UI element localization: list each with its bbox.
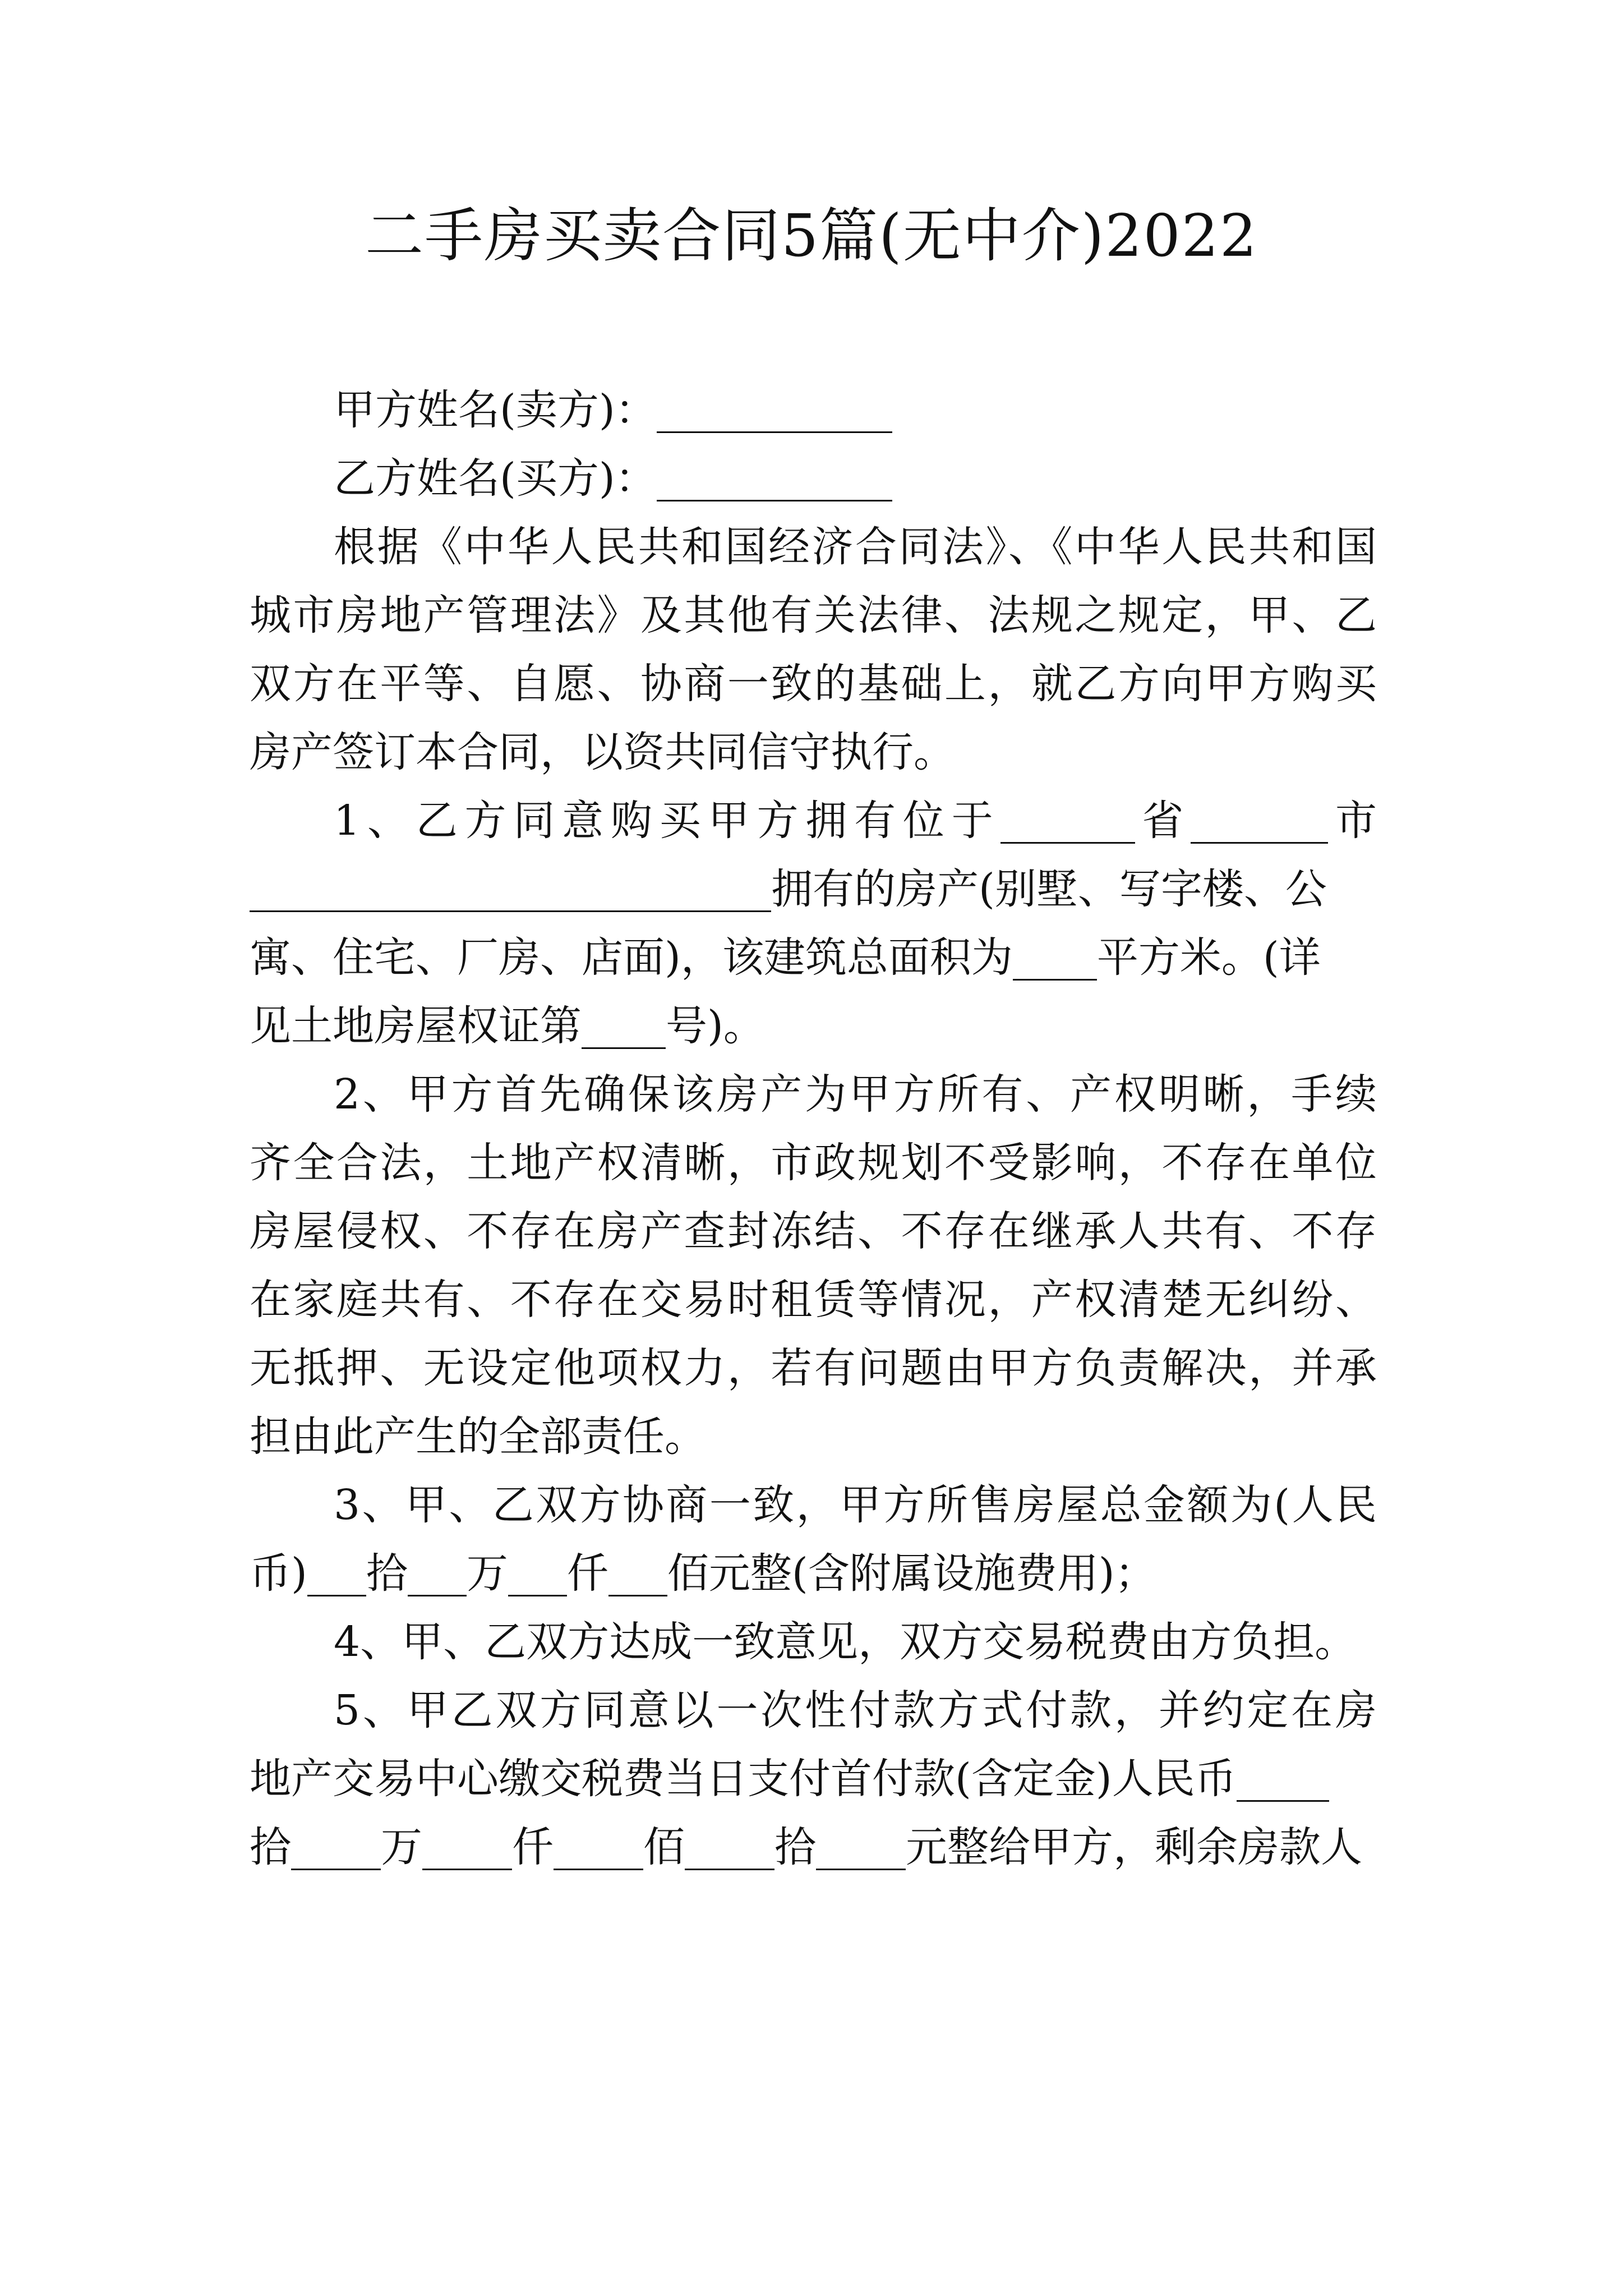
clause1-line	[250, 992, 1377, 1060]
price-blank	[307, 1550, 366, 1596]
clause5-text: 仟	[512, 1823, 554, 1871]
party-b-label: 乙方姓名(买方)：	[334, 454, 657, 503]
payment-blank	[554, 1824, 643, 1870]
clause3-text: 拾	[366, 1549, 408, 1598]
clause2-line: 在家庭共有、不存在交易时租赁等情况，产权清楚无纠纷、	[250, 1276, 1377, 1324]
clause5-text: 佰	[643, 1823, 685, 1871]
price-blank	[608, 1550, 667, 1596]
payment-blank	[291, 1824, 381, 1870]
clause1-text: 寓、住宅、厂房、店面)，该建筑总面积为	[250, 933, 1013, 982]
clause3-text: 币)	[250, 1549, 307, 1598]
payment-blank	[685, 1824, 774, 1870]
preamble-line: 双方在平等、自愿、协商一致的基础上，就乙方向甲方购买	[250, 660, 1377, 708]
clause5-text: 元整给甲方，剩余房款人	[906, 1823, 1362, 1871]
clause2-line: 2、甲方首先确保该房产为甲方所有、产权明晰，手续	[334, 1070, 1377, 1119]
clause5-text: 拾	[250, 1823, 291, 1871]
certificate-number-blank	[582, 1002, 666, 1049]
clause5-line: 5、甲乙双方同意以一次性付款方式付款，并约定在房	[334, 1686, 1377, 1734]
payment-blank	[1237, 1755, 1329, 1802]
clause1-text: 平方米。(详	[1096, 933, 1321, 982]
clause3-text: 万	[466, 1549, 508, 1598]
clause3-line	[250, 1539, 1377, 1608]
clause1-line	[250, 923, 1377, 992]
province-blank	[1000, 797, 1135, 844]
clause1-text: 拥有的房产(别墅、写字楼、公	[771, 865, 1327, 913]
payment-blank	[422, 1824, 512, 1870]
payment-blank	[816, 1824, 906, 1870]
clause5-text: 地产交易中心缴交税费当日支付首付款(含定金)人民币	[250, 1755, 1237, 1803]
price-blank	[408, 1550, 467, 1596]
address-blank	[250, 866, 771, 912]
preamble-line: 根据《中华人民共和国经济合同法》、《中华人民共和国	[334, 523, 1377, 571]
clause2-line: 房屋侵权、不存在房产查封冻结、不存在继承人共有、不存	[250, 1207, 1377, 1255]
clause5-line	[250, 1813, 1377, 1881]
clause2-line: 无抵押、无设定他项权力，若有问题由甲方负责解决，并承	[250, 1344, 1377, 1392]
party-a-label: 甲方姓名(卖方)：	[334, 386, 657, 434]
clause1-text: 号)。	[666, 1002, 765, 1050]
clause1-text: 见土地房屋权证第	[250, 1002, 582, 1050]
clause3-text: 佰元整(含附属设施费用)；	[667, 1549, 1156, 1598]
document-title: 二手房买卖合同5篇(无中介)2022	[365, 201, 1258, 270]
party-a-blank	[657, 386, 892, 433]
preamble-line: 房产签订本合同，以资共同信守执行。	[250, 728, 955, 776]
clause1-line	[250, 855, 1377, 923]
clause1-line	[250, 786, 1377, 855]
clause3-text: 仟	[566, 1549, 608, 1598]
area-blank	[1013, 934, 1097, 981]
party-a-line	[250, 376, 1377, 444]
city-blank	[1191, 797, 1328, 844]
clause2-line: 担由此产生的全部责任。	[250, 1412, 706, 1461]
party-b-blank	[657, 455, 892, 501]
clause5-text: 拾	[774, 1823, 816, 1871]
clause4-line: 4、甲、乙双方达成一致意见，双方交易税费由方负担。	[334, 1618, 1357, 1666]
clause1-text: 1、乙方同意购买甲方拥有位于	[334, 797, 1000, 845]
clause5-line	[250, 1745, 1377, 1813]
clause2-line: 齐全合法，土地产权清晰，市政规划不受影响，不存在单位	[250, 1139, 1377, 1187]
clause1-text: 市	[1328, 797, 1377, 845]
document-body	[250, 376, 1377, 1881]
clause3-line: 3、甲、乙双方协商一致，甲方所售房屋总金额为(人民	[334, 1481, 1377, 1529]
clause1-text: 省	[1135, 797, 1191, 845]
preamble-line: 城市房地产管理法》及其他有关法律、法规之规定，甲、乙	[250, 591, 1377, 639]
price-blank	[508, 1550, 567, 1596]
clause5-text: 万	[381, 1823, 422, 1871]
party-b-line	[250, 444, 1377, 513]
